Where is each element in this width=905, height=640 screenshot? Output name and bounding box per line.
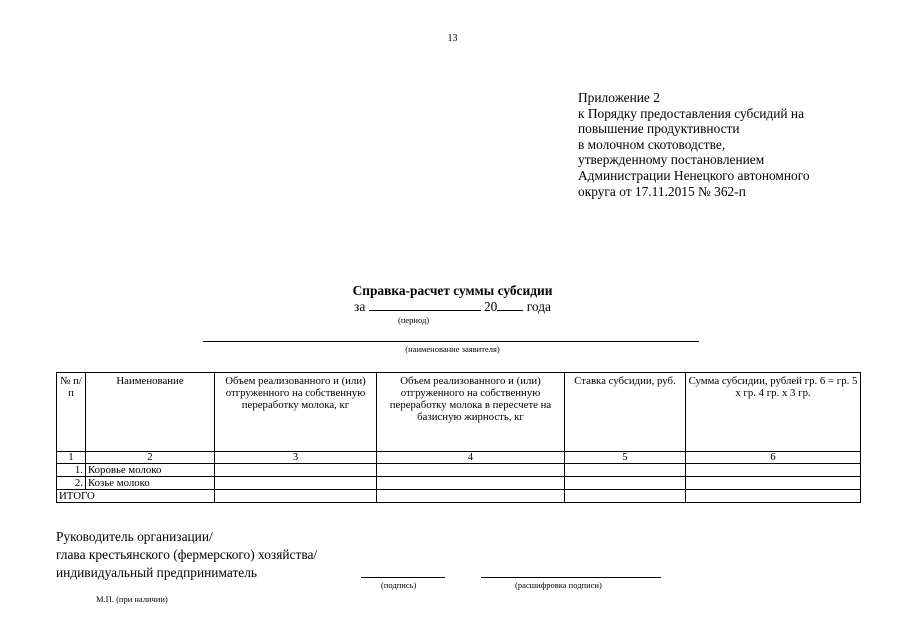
row-number: 1. [57, 464, 86, 477]
signature-line: глава крестьянского (фермерского) хозяйства/ [56, 547, 318, 562]
table-cell [377, 464, 565, 477]
table-cell [565, 477, 686, 490]
table-cell [686, 490, 861, 503]
header-cell: Сумма субсидии, рублей гр. 6 = гр. 5 х гр. 4 гр. х 3 гр. [686, 373, 861, 452]
appendix-line: к Порядку предоставления субсидий на [578, 105, 805, 121]
period-suffix: года [526, 299, 551, 314]
table-cell [215, 477, 377, 490]
total-label: ИТОГО [57, 490, 215, 503]
column-number: 5 [565, 452, 686, 464]
column-number: 2 [86, 452, 215, 464]
signature-rule [361, 577, 445, 578]
period-line [0, 298, 905, 315]
signature-line: индивидуальный предприниматель [56, 565, 258, 580]
header-cell: Наименование [86, 373, 215, 452]
decode-rule [481, 577, 661, 578]
appendix-line: повышение продуктивности [578, 121, 740, 137]
table-cell [565, 464, 686, 477]
header-cell: Объем реализованного и (или) отгруженного на собственную переработку молока, кг [215, 373, 377, 452]
table-row [57, 477, 861, 490]
appendix-line: округа от 17.11.2015 № 362-п [578, 183, 746, 199]
period-blank [369, 298, 481, 311]
appendix-line: Приложение 2 [578, 90, 660, 105]
appendix-line: в молочном скотоводстве, [578, 136, 726, 152]
column-number: 1 [57, 452, 86, 464]
column-number: 6 [686, 452, 861, 464]
signature-line: Руководитель организации/ [56, 529, 213, 544]
stamp-note: М.П. (при наличии) [96, 594, 168, 604]
period-prefix: за [354, 299, 366, 314]
applicant-caption: (наименование заявителя) [405, 344, 500, 354]
table-cell [565, 490, 686, 503]
table-cell [377, 477, 565, 490]
appendix-block [578, 90, 810, 199]
signature-caption: (подпись) [381, 580, 417, 590]
decode-caption: (расшифровка подписи) [515, 580, 602, 590]
row-name: Козье молоко [86, 477, 215, 490]
header-cell: № п/п [57, 373, 86, 452]
table-cell [686, 477, 861, 490]
header-cell: Объем реализованного и (или) отгруженного на собственную переработку молока в пересчете на базисную жирность, кг [377, 373, 565, 452]
subsidy-table [56, 372, 861, 503]
row-name: Коровье молоко [86, 464, 215, 477]
page-number: 13 [447, 33, 458, 44]
column-number: 3 [215, 452, 377, 464]
row-number: 2. [57, 477, 86, 490]
period-year-prefix: 20 [483, 299, 498, 314]
total-row [57, 490, 861, 503]
appendix-line: Администрации Ненецкого автономного [578, 167, 810, 183]
column-number-row [57, 452, 861, 464]
table-cell [215, 464, 377, 477]
column-number: 4 [377, 452, 565, 464]
table-cell [215, 490, 377, 503]
applicant-line [203, 341, 699, 342]
period-caption: (период) [398, 315, 430, 325]
table-cell [377, 490, 565, 503]
table-cell [686, 464, 861, 477]
form-title: Справка-расчет суммы субсидии [352, 283, 553, 298]
appendix-line: утвержденному постановлением [578, 152, 765, 168]
signature-block [56, 528, 317, 582]
table-header-row [57, 373, 861, 452]
table-row [57, 464, 861, 477]
header-cell: Ставка субсидии, руб. [565, 373, 686, 452]
year-blank [497, 298, 523, 311]
